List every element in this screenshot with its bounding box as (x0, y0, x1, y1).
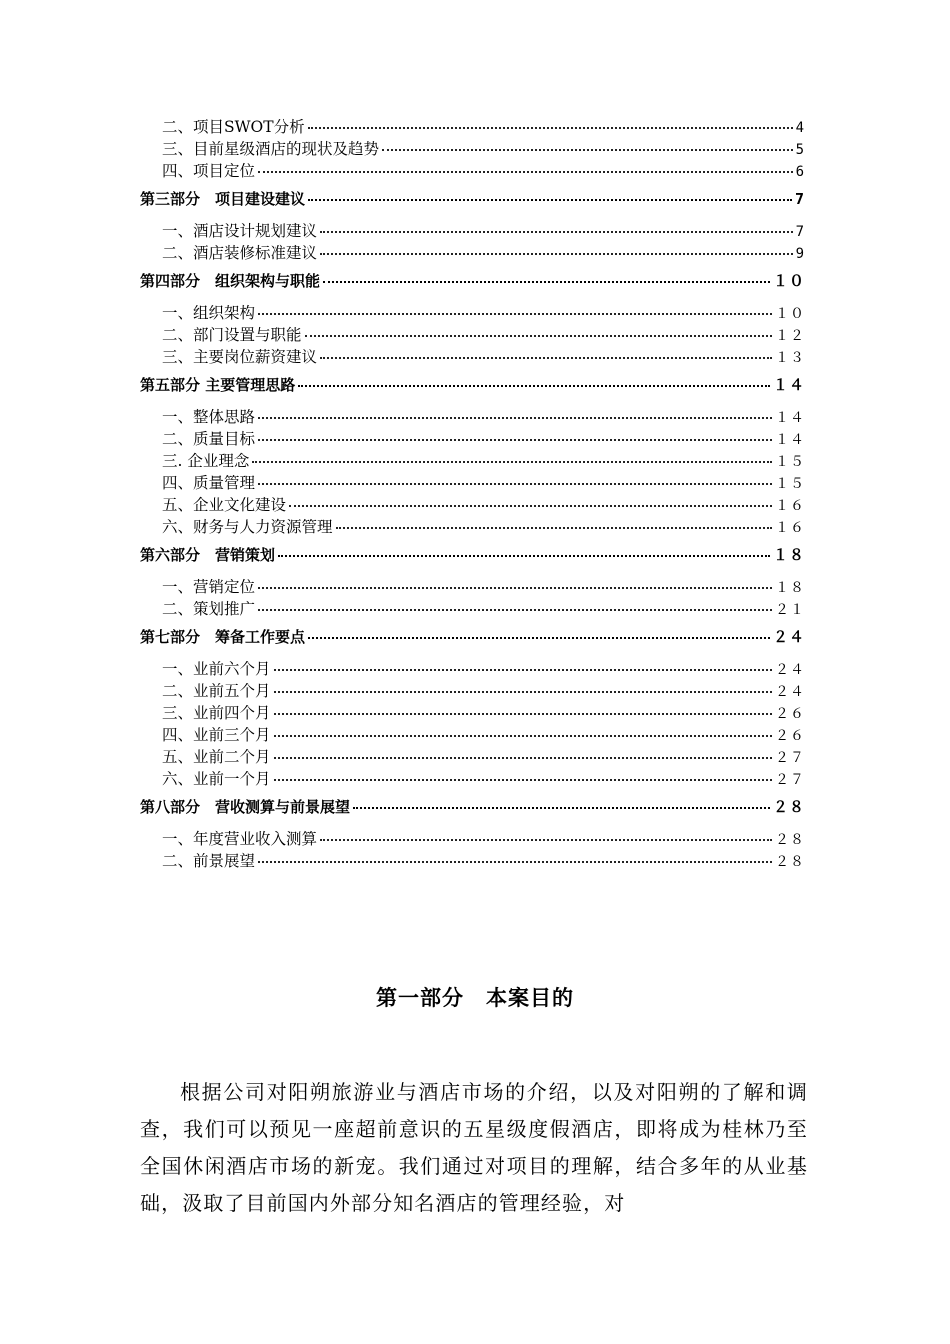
toc-part-entry[interactable] (140, 186, 805, 212)
toc-entry[interactable] (140, 344, 805, 366)
toc-dot-leader (274, 719, 772, 737)
toc-entry-label: 第五部分 主要管理思路 (140, 376, 296, 394)
toc-page-number: ２４ (772, 628, 805, 646)
toc-entry-label: 二、前景展望 (162, 851, 256, 870)
toc-page-number: １６ (775, 519, 805, 536)
toc-part-entry[interactable] (140, 268, 805, 294)
toc-dot-leader (258, 467, 772, 485)
toc-dot-leader (258, 401, 772, 419)
toc-dot-leader (274, 653, 772, 671)
toc-page-number: １５ (775, 453, 805, 470)
toc-page-number: 5 (795, 141, 805, 158)
toc-page-number: ２６ (775, 727, 805, 744)
toc-part-entry[interactable] (140, 542, 805, 568)
toc-dot-leader (274, 741, 772, 759)
toc-dot-leader (308, 622, 770, 639)
toc-entry-label: 五、企业文化建设 (162, 495, 287, 514)
toc-entry-label: 一、业前六个月 (162, 659, 271, 678)
toc-part-entry[interactable] (140, 624, 805, 650)
body-paragraph: 根据公司对阳朔旅游业与酒店市场的介绍，以及对阳朔的了解和调查，我们可以预见一座超前意识的五星级度假酒店，即将成为桂林乃至全国休闲酒店市场的新宠。我们通过对项目的理解，结合多年的从业基础，汲取了目前国内外部分知名酒店的管理经验，对 (140, 1080, 808, 1215)
toc-dot-leader (298, 370, 770, 387)
toc-entry[interactable] (140, 240, 805, 262)
toc-entry[interactable] (140, 766, 805, 788)
toc-page-number: １８ (775, 579, 805, 596)
toc-page-number: 9 (795, 245, 805, 262)
toc-dot-leader (382, 133, 793, 151)
table-of-contents (140, 114, 805, 870)
toc-entry-label: 第四部分 组织架构与职能 (140, 272, 321, 290)
toc-page-number: ２１ (775, 601, 805, 618)
toc-entry-label: 二、策划推广 (162, 599, 256, 618)
toc-dot-leader (308, 111, 793, 129)
toc-entry-label: 二、酒店装修标准建议 (162, 243, 318, 262)
toc-entry-label: 一、组织架构 (162, 303, 256, 322)
toc-part-entry[interactable] (140, 794, 805, 820)
toc-dot-leader (320, 215, 793, 233)
toc-page-number: １０ (772, 272, 805, 290)
toc-entry-label: 四、业前三个月 (162, 725, 271, 744)
toc-page-number: ２８ (772, 798, 805, 816)
toc-entry-label: 一、年度营业收入测算 (162, 829, 318, 848)
toc-page-number: １４ (775, 431, 805, 448)
toc-entry-label: 四、质量管理 (162, 473, 256, 492)
toc-page-number: ２８ (775, 853, 805, 870)
toc-dot-leader (274, 675, 772, 693)
toc-entry-label: 三. 企业理念 (162, 451, 250, 470)
toc-entry[interactable] (140, 596, 805, 618)
toc-entry-label: 三、业前四个月 (162, 703, 271, 722)
toc-page-number: ２７ (775, 749, 805, 766)
toc-page-number: １６ (775, 497, 805, 514)
toc-page-number: ２８ (775, 831, 805, 848)
toc-entry-label: 第七部分 筹备工作要点 (140, 628, 306, 646)
toc-dot-leader (258, 593, 772, 611)
toc-page-number: １３ (775, 349, 805, 366)
toc-entry-label: 第三部分 项目建设建议 (140, 190, 306, 208)
toc-page-number: 6 (795, 163, 805, 180)
toc-dot-leader (323, 266, 770, 283)
toc-dot-leader (258, 571, 772, 589)
toc-entry-label: 六、财务与人力资源管理 (162, 517, 333, 536)
toc-entry-label: 五、业前二个月 (162, 747, 271, 766)
toc-entry[interactable] (140, 514, 805, 536)
toc-dot-leader (258, 423, 772, 441)
toc-page-number: １８ (772, 546, 805, 564)
toc-page-number: １５ (775, 475, 805, 492)
toc-entry-label: 三、目前星级酒店的现状及趋势 (162, 139, 380, 158)
toc-page-number: ２４ (775, 661, 805, 678)
toc-dot-leader (308, 184, 792, 201)
toc-dot-leader (274, 697, 772, 715)
toc-entry-label: 三、主要岗位薪资建议 (162, 347, 318, 366)
toc-page-number: ２４ (775, 683, 805, 700)
toc-page-number: １２ (775, 327, 805, 344)
toc-page-number: ２６ (775, 705, 805, 722)
toc-dot-leader (289, 489, 772, 507)
toc-dot-leader (258, 845, 772, 863)
toc-entry-label: 二、项目SWOT分析 (162, 117, 305, 136)
section-title: 第一部分 本案目的 (376, 986, 574, 1010)
toc-dot-leader (320, 237, 793, 255)
toc-entry-label: 六、业前一个月 (162, 769, 271, 788)
toc-page-number: １４ (772, 376, 805, 394)
toc-entry[interactable] (140, 848, 805, 870)
toc-dot-leader (305, 319, 772, 337)
toc-page-number: １０ (775, 305, 805, 322)
toc-page-number: 7 (795, 223, 805, 240)
toc-entry-label: 二、质量目标 (162, 429, 256, 448)
toc-dot-leader (258, 155, 793, 173)
toc-page-number: １４ (775, 409, 805, 426)
toc-dot-leader (320, 341, 772, 359)
toc-entry[interactable] (140, 158, 805, 180)
toc-entry-label: 第八部分 营收测算与前景展望 (140, 798, 351, 816)
toc-dot-leader (274, 763, 772, 781)
toc-entry-label: 四、项目定位 (162, 161, 256, 180)
toc-entry-label: 一、营销定位 (162, 577, 256, 596)
toc-dot-leader (258, 297, 772, 315)
toc-entry-label: 一、酒店设计规划建议 (162, 221, 318, 240)
toc-dot-leader (336, 511, 772, 529)
toc-page-number: ２７ (775, 771, 805, 788)
toc-page-number: 7 (794, 190, 805, 208)
toc-dot-leader (278, 540, 770, 557)
toc-page-number: 4 (795, 119, 805, 136)
toc-dot-leader (353, 792, 770, 809)
toc-entry-label: 一、整体思路 (162, 407, 256, 426)
toc-entry-label: 二、部门设置与职能 (162, 325, 302, 344)
toc-part-entry[interactable] (140, 372, 805, 398)
toc-entry-label: 二、业前五个月 (162, 681, 271, 700)
toc-entry-label: 第六部分 营销策划 (140, 546, 276, 564)
toc-dot-leader (320, 823, 772, 841)
toc-dot-leader (252, 445, 772, 463)
